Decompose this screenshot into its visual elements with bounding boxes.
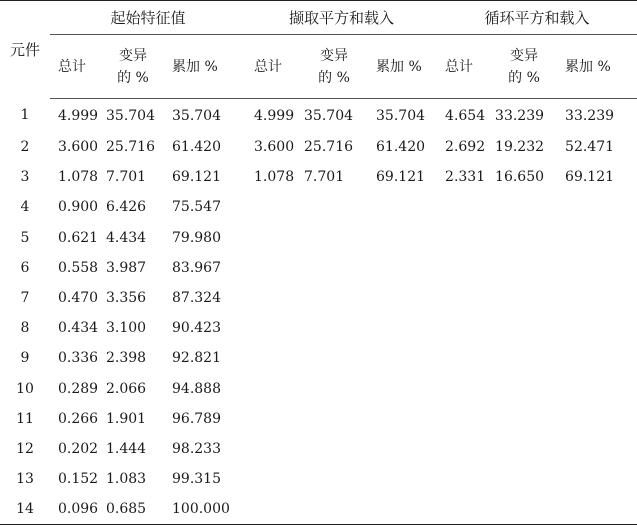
initial-cumulative-percent-cell: 98.233 xyxy=(172,440,221,457)
extraction-total-cell xyxy=(246,283,300,313)
table-header xyxy=(0,1,637,99)
initial-variance-percent-cell: 4.434 xyxy=(106,229,147,246)
group-header-label: 循环平方和载入 xyxy=(484,8,590,27)
initial-total-cell: 0.289 xyxy=(58,380,99,397)
subheader-label: 总计 xyxy=(58,58,86,75)
rotation-variance-percent-cell xyxy=(491,494,557,525)
rotation-variance-percent-cell: 16.650 xyxy=(495,169,545,186)
rotation-variance-percent-cell: 33.239 xyxy=(495,107,545,124)
rotation-variance-percent-cell xyxy=(491,464,557,494)
initial-total-cell: 0.434 xyxy=(58,320,99,337)
initial-cumulative-percent-cell: 87.324 xyxy=(172,290,221,307)
component-index-cell: 2 xyxy=(20,139,30,156)
table-row xyxy=(0,494,637,525)
table-row xyxy=(0,404,637,434)
extraction-cumulative-percent-cell xyxy=(368,253,437,283)
rotation-total-cell: 2.692 xyxy=(445,139,486,156)
initial-cumulative-percent-cell: 35.704 xyxy=(172,107,221,124)
group-header-initial-eigenvalues xyxy=(50,1,246,35)
extraction-total-cell xyxy=(246,434,300,464)
table-row xyxy=(0,374,637,404)
subheader-cumulative-percent xyxy=(368,35,437,99)
rotation-variance-percent-cell xyxy=(491,343,557,373)
subheader-total xyxy=(437,35,491,99)
subheader-label: 累加 % xyxy=(565,58,611,75)
initial-variance-percent-cell: 3.987 xyxy=(106,259,147,276)
subheader-cumulative-percent xyxy=(557,35,637,99)
initial-cumulative-percent-cell: 99.315 xyxy=(172,471,221,488)
rotation-variance-percent-cell xyxy=(491,374,557,404)
initial-cumulative-percent-cell: 75.547 xyxy=(172,199,221,216)
initial-total-cell: 0.096 xyxy=(50,494,102,525)
extraction-cumulative-percent-cell xyxy=(368,464,437,494)
component-column-header xyxy=(0,1,50,99)
initial-total-cell: 4.999 xyxy=(58,107,99,124)
rotation-cumulative-percent-cell: 33.239 xyxy=(565,107,615,124)
subheader-total xyxy=(246,35,300,99)
initial-variance-percent-cell: 0.685 xyxy=(102,494,164,525)
initial-variance-percent-cell: 3.100 xyxy=(106,320,147,337)
extraction-total-cell xyxy=(246,494,300,525)
rotation-total-cell xyxy=(437,192,491,222)
initial-cumulative-percent-cell: 69.121 xyxy=(172,169,221,186)
rotation-cumulative-percent-cell xyxy=(557,434,637,464)
initial-variance-percent-cell: 1.083 xyxy=(106,471,147,488)
rotation-cumulative-percent-cell xyxy=(557,404,637,434)
subheader-label: 变异 xyxy=(119,47,147,64)
rotation-total-cell xyxy=(437,494,491,525)
rotation-total-cell xyxy=(437,283,491,313)
initial-total-cell: 0.470 xyxy=(58,290,99,307)
extraction-variance-percent-cell xyxy=(300,494,368,525)
group-header-label: 起始特征值 xyxy=(110,8,186,27)
component-index-cell: 10 xyxy=(16,380,34,397)
initial-total-cell: 0.900 xyxy=(58,199,99,216)
extraction-variance-percent-cell xyxy=(300,283,368,313)
initial-variance-percent-cell: 3.356 xyxy=(106,290,147,307)
initial-total-cell: 0.558 xyxy=(58,259,99,276)
rotation-cumulative-percent-cell xyxy=(557,192,637,222)
component-index-cell: 5 xyxy=(20,229,30,246)
component-header-label: 元件 xyxy=(9,41,40,60)
header-row-groups xyxy=(0,1,637,35)
initial-variance-percent-cell: 2.398 xyxy=(106,350,147,367)
rotation-variance-percent-cell: 19.232 xyxy=(495,139,545,156)
extraction-total-cell xyxy=(246,343,300,373)
table-row xyxy=(0,223,637,253)
extraction-cumulative-percent-cell xyxy=(368,374,437,404)
rotation-total-cell xyxy=(437,374,491,404)
rotation-cumulative-percent-cell xyxy=(557,223,637,253)
extraction-cumulative-percent-cell xyxy=(368,283,437,313)
group-header-label: 撷取平方和载入 xyxy=(289,8,395,27)
extraction-total-cell xyxy=(246,404,300,434)
table-row xyxy=(0,192,637,222)
extraction-cumulative-percent-cell: 61.420 xyxy=(376,139,426,156)
rotation-total-cell: 4.654 xyxy=(445,107,486,124)
subheader-label: 累加 % xyxy=(172,58,218,75)
table-row xyxy=(0,343,637,373)
extraction-variance-percent-cell xyxy=(300,223,368,253)
initial-variance-percent-cell: 1.444 xyxy=(106,440,147,457)
rotation-cumulative-percent-cell: 69.121 xyxy=(565,169,615,186)
table-row xyxy=(0,434,637,464)
extraction-variance-percent-cell xyxy=(300,343,368,373)
extraction-cumulative-percent-cell xyxy=(368,404,437,434)
initial-cumulative-percent-cell: 90.423 xyxy=(172,320,221,337)
rotation-total-cell xyxy=(437,253,491,283)
initial-variance-percent-cell: 6.426 xyxy=(106,199,147,216)
rotation-cumulative-percent-cell: 52.471 xyxy=(565,139,615,156)
initial-total-cell: 0.202 xyxy=(58,440,99,457)
extraction-total-cell xyxy=(246,192,300,222)
subheader-label: 变异 xyxy=(320,47,349,64)
rotation-variance-percent-cell xyxy=(491,192,557,222)
component-index-cell: 9 xyxy=(20,350,30,367)
extraction-total-cell xyxy=(246,313,300,343)
initial-cumulative-percent-cell: 100.000 xyxy=(164,494,246,525)
table-row xyxy=(0,132,637,162)
extraction-cumulative-percent-cell: 35.704 xyxy=(376,107,426,124)
extraction-variance-percent-cell xyxy=(300,253,368,283)
initial-total-cell: 0.621 xyxy=(58,229,99,246)
header-row-subcolumns xyxy=(0,35,637,99)
initial-total-cell: 0.266 xyxy=(58,410,99,427)
rotation-total-cell xyxy=(437,434,491,464)
initial-cumulative-percent-cell: 61.420 xyxy=(172,139,221,156)
rotation-cumulative-percent-cell xyxy=(557,343,637,373)
rotation-cumulative-percent-cell xyxy=(557,313,637,343)
component-index-cell: 6 xyxy=(20,259,30,276)
extraction-variance-percent-cell xyxy=(300,434,368,464)
group-header-extraction-sums xyxy=(246,1,437,35)
component-index-cell: 4 xyxy=(20,199,30,216)
initial-variance-percent-cell: 7.701 xyxy=(106,169,147,186)
extraction-cumulative-percent-cell xyxy=(368,494,437,525)
table-row xyxy=(0,99,637,133)
component-index-cell: 7 xyxy=(20,290,30,307)
rotation-total-cell xyxy=(437,404,491,434)
initial-variance-percent-cell: 35.704 xyxy=(106,107,155,124)
extraction-total-cell xyxy=(246,374,300,404)
extraction-variance-percent-cell xyxy=(300,404,368,434)
rotation-variance-percent-cell xyxy=(491,404,557,434)
table-row xyxy=(0,253,637,283)
extraction-total-cell xyxy=(246,253,300,283)
rotation-cumulative-percent-cell xyxy=(557,374,637,404)
rotation-variance-percent-cell xyxy=(491,434,557,464)
component-index-cell: 12 xyxy=(16,440,34,457)
subheader-label: 总计 xyxy=(445,58,474,75)
subheader-variance-percent xyxy=(102,35,164,99)
extraction-cumulative-percent-cell: 69.121 xyxy=(376,169,426,186)
rotation-variance-percent-cell xyxy=(491,223,557,253)
extraction-cumulative-percent-cell xyxy=(368,313,437,343)
extraction-total-cell: 4.999 xyxy=(254,107,295,124)
initial-cumulative-percent-cell: 94.888 xyxy=(172,380,221,397)
rotation-total-cell xyxy=(437,313,491,343)
extraction-total-cell: 1.078 xyxy=(254,169,295,186)
group-header-rotation-sums xyxy=(437,1,637,35)
subheader-total xyxy=(50,35,102,99)
table-row xyxy=(0,464,637,494)
extraction-cumulative-percent-cell xyxy=(368,434,437,464)
extraction-variance-percent-cell xyxy=(300,464,368,494)
table-row xyxy=(0,313,637,343)
initial-variance-percent-cell: 2.066 xyxy=(106,380,147,397)
rotation-total-cell: 2.331 xyxy=(445,169,486,186)
initial-total-cell: 3.600 xyxy=(58,139,99,156)
extraction-variance-percent-cell: 35.704 xyxy=(304,107,354,124)
table-body xyxy=(0,99,637,525)
extraction-variance-percent-cell xyxy=(300,192,368,222)
extraction-total-cell xyxy=(246,464,300,494)
component-index-cell: 1 xyxy=(20,107,30,124)
component-index-cell: 11 xyxy=(16,410,34,427)
rotation-total-cell xyxy=(437,464,491,494)
rotation-cumulative-percent-cell xyxy=(557,283,637,313)
extraction-variance-percent-cell: 25.716 xyxy=(304,139,354,156)
table-row xyxy=(0,162,637,192)
subheader-label: 累加 % xyxy=(376,58,422,75)
component-index-cell: 14 xyxy=(0,494,50,525)
component-index-cell: 3 xyxy=(20,169,30,186)
extraction-variance-percent-cell xyxy=(300,313,368,343)
subheader-label: 的 % xyxy=(508,69,540,86)
rotation-cumulative-percent-cell xyxy=(557,253,637,283)
subheader-variance-percent xyxy=(491,35,557,99)
subheader-label: 变异 xyxy=(510,47,539,64)
component-index-cell: 13 xyxy=(16,471,34,488)
rotation-variance-percent-cell xyxy=(491,283,557,313)
extraction-variance-percent-cell: 7.701 xyxy=(304,169,345,186)
subheader-label: 的 % xyxy=(318,69,350,86)
component-index-cell: 8 xyxy=(20,320,30,337)
initial-variance-percent-cell: 1.901 xyxy=(106,410,147,427)
extraction-total-cell: 3.600 xyxy=(254,139,295,156)
extraction-cumulative-percent-cell xyxy=(368,223,437,253)
initial-cumulative-percent-cell: 96.789 xyxy=(172,410,221,427)
subheader-variance-percent xyxy=(300,35,368,99)
rotation-cumulative-percent-cell xyxy=(557,494,637,525)
subheader-cumulative-percent xyxy=(164,35,246,99)
initial-total-cell: 0.152 xyxy=(58,471,99,488)
rotation-total-cell xyxy=(437,343,491,373)
subheader-label: 的 % xyxy=(117,69,149,86)
extraction-variance-percent-cell xyxy=(300,374,368,404)
table-row xyxy=(0,283,637,313)
initial-total-cell: 1.078 xyxy=(58,169,99,186)
extraction-total-cell xyxy=(246,223,300,253)
extraction-cumulative-percent-cell xyxy=(368,343,437,373)
extraction-cumulative-percent-cell xyxy=(368,192,437,222)
initial-cumulative-percent-cell: 92.821 xyxy=(172,350,221,367)
rotation-variance-percent-cell xyxy=(491,313,557,343)
rotation-cumulative-percent-cell xyxy=(557,464,637,494)
initial-total-cell: 0.336 xyxy=(58,350,99,367)
subheader-label: 总计 xyxy=(254,58,283,75)
initial-cumulative-percent-cell: 79.980 xyxy=(172,229,221,246)
initial-cumulative-percent-cell: 83.967 xyxy=(172,259,221,276)
rotation-variance-percent-cell xyxy=(491,253,557,283)
rotation-total-cell xyxy=(437,223,491,253)
initial-variance-percent-cell: 25.716 xyxy=(106,139,155,156)
